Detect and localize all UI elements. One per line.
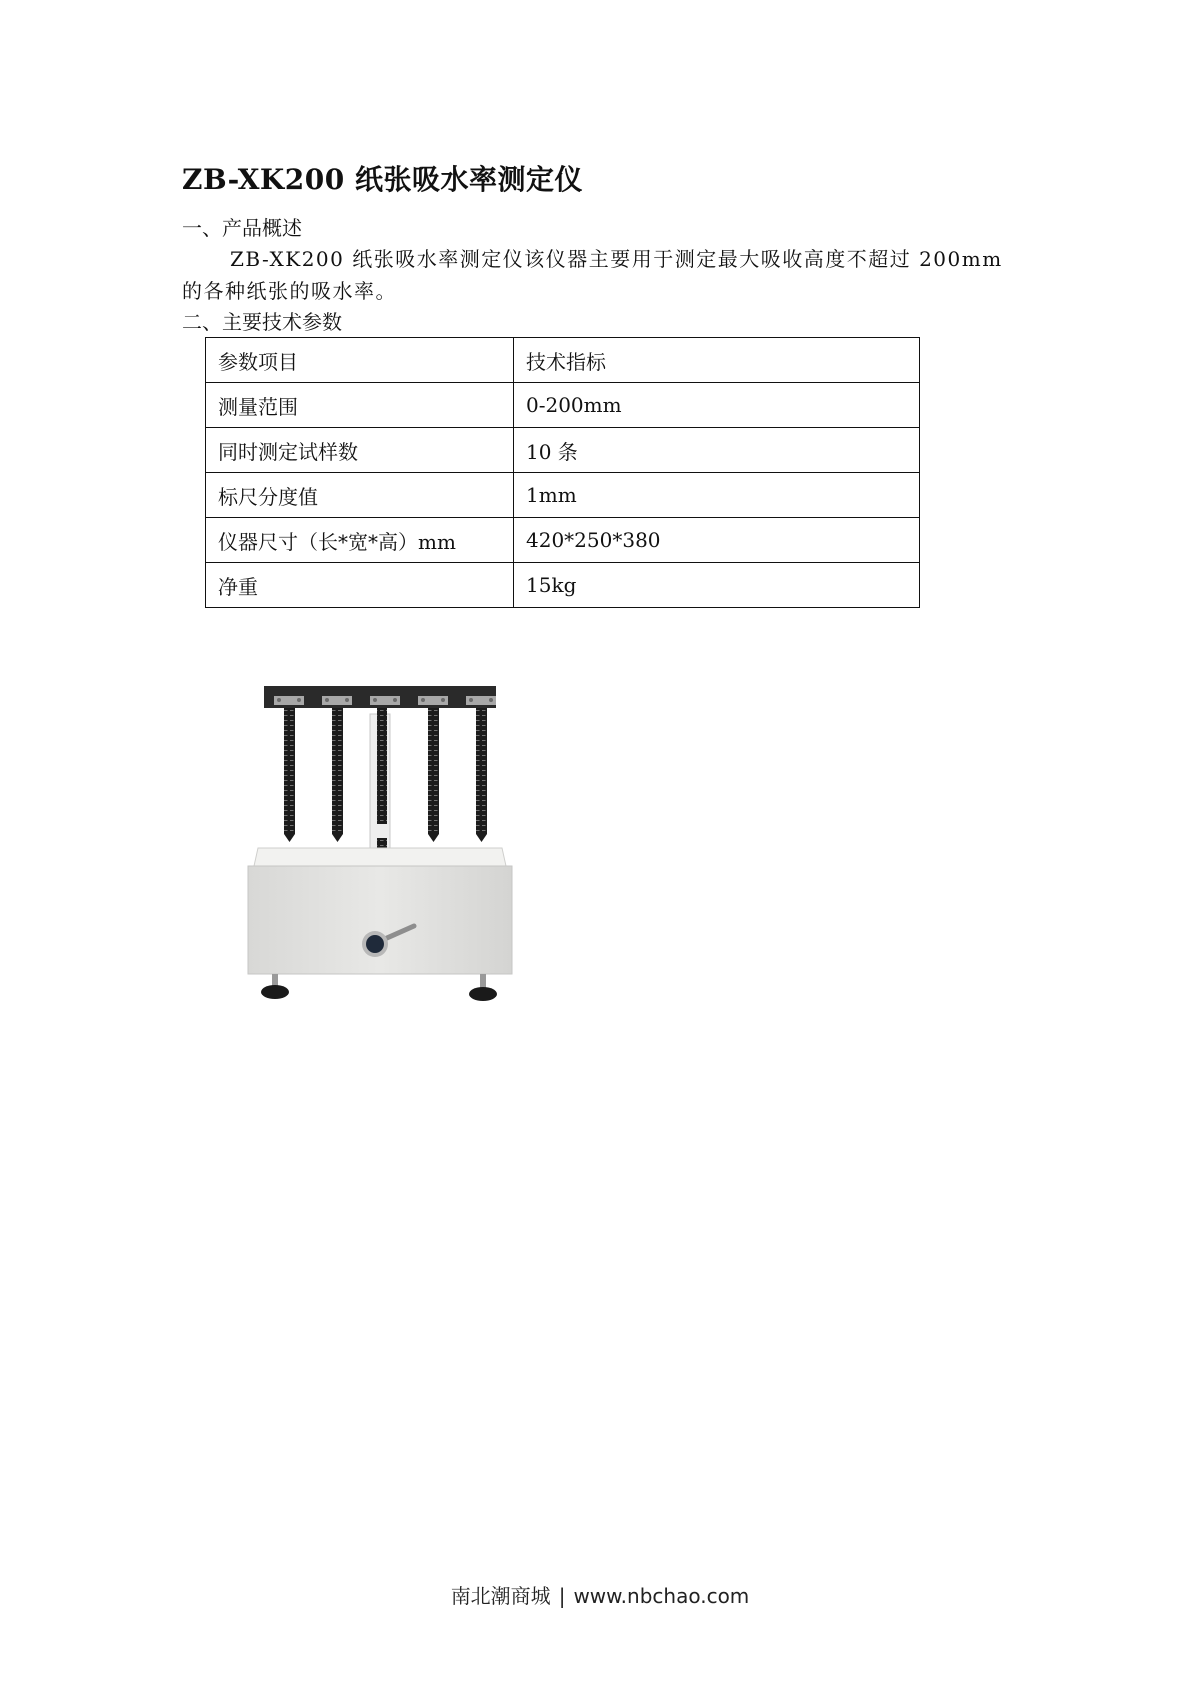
section-heading-specs: 二、主要技术参数: [182, 310, 342, 334]
scale-strip: [428, 708, 439, 834]
value-cell: 15kg: [514, 563, 920, 608]
table-row: [206, 473, 920, 518]
param-cell: 测量范围: [206, 383, 514, 428]
footer-site-name: 南北潮商城: [450, 1584, 551, 1608]
value-cell: 10 条: [514, 428, 920, 473]
footer-separator: |: [558, 1584, 566, 1608]
value-cell: 420*250*380: [514, 518, 920, 563]
footer-url-link[interactable]: www.nbchao.com: [573, 1584, 750, 1608]
param-cell: 同时测定试样数: [206, 428, 514, 473]
section-heading-overview: 一、产品概述: [182, 216, 302, 240]
center-scale: [377, 708, 387, 824]
footer: [0, 1580, 1200, 1609]
product-photo: [230, 670, 550, 1030]
document-title: ZB-XK200 纸张吸水率测定仪: [182, 163, 583, 196]
param-cell: 仪器尺寸（长*宽*高）mm: [206, 518, 514, 563]
table-header-row: [206, 338, 920, 383]
cabinet: [248, 866, 512, 974]
feet: [261, 974, 497, 1001]
spec-table: [205, 337, 920, 608]
value-cell: 1mm: [514, 473, 920, 518]
table-row: [206, 428, 920, 473]
param-cell: 净重: [206, 563, 514, 608]
value-cell: 0-200mm: [514, 383, 920, 428]
overview-paragraph: ZB-XK200 纸张吸水率测定仪该仪器主要用于测定最大吸收高度不超过 200mm 的各种纸张的吸水率。: [182, 247, 1003, 303]
table-row: [206, 563, 920, 608]
scale-strip: [332, 708, 343, 834]
table-row: [206, 383, 920, 428]
tray: [254, 848, 506, 866]
scale-strip: [284, 708, 295, 834]
table-header-cell: 参数项目: [206, 338, 514, 383]
param-cell: 标尺分度值: [206, 473, 514, 518]
scale-strip: [476, 708, 487, 834]
table-header-cell: 技术指标: [514, 338, 920, 383]
table-row: [206, 518, 920, 563]
